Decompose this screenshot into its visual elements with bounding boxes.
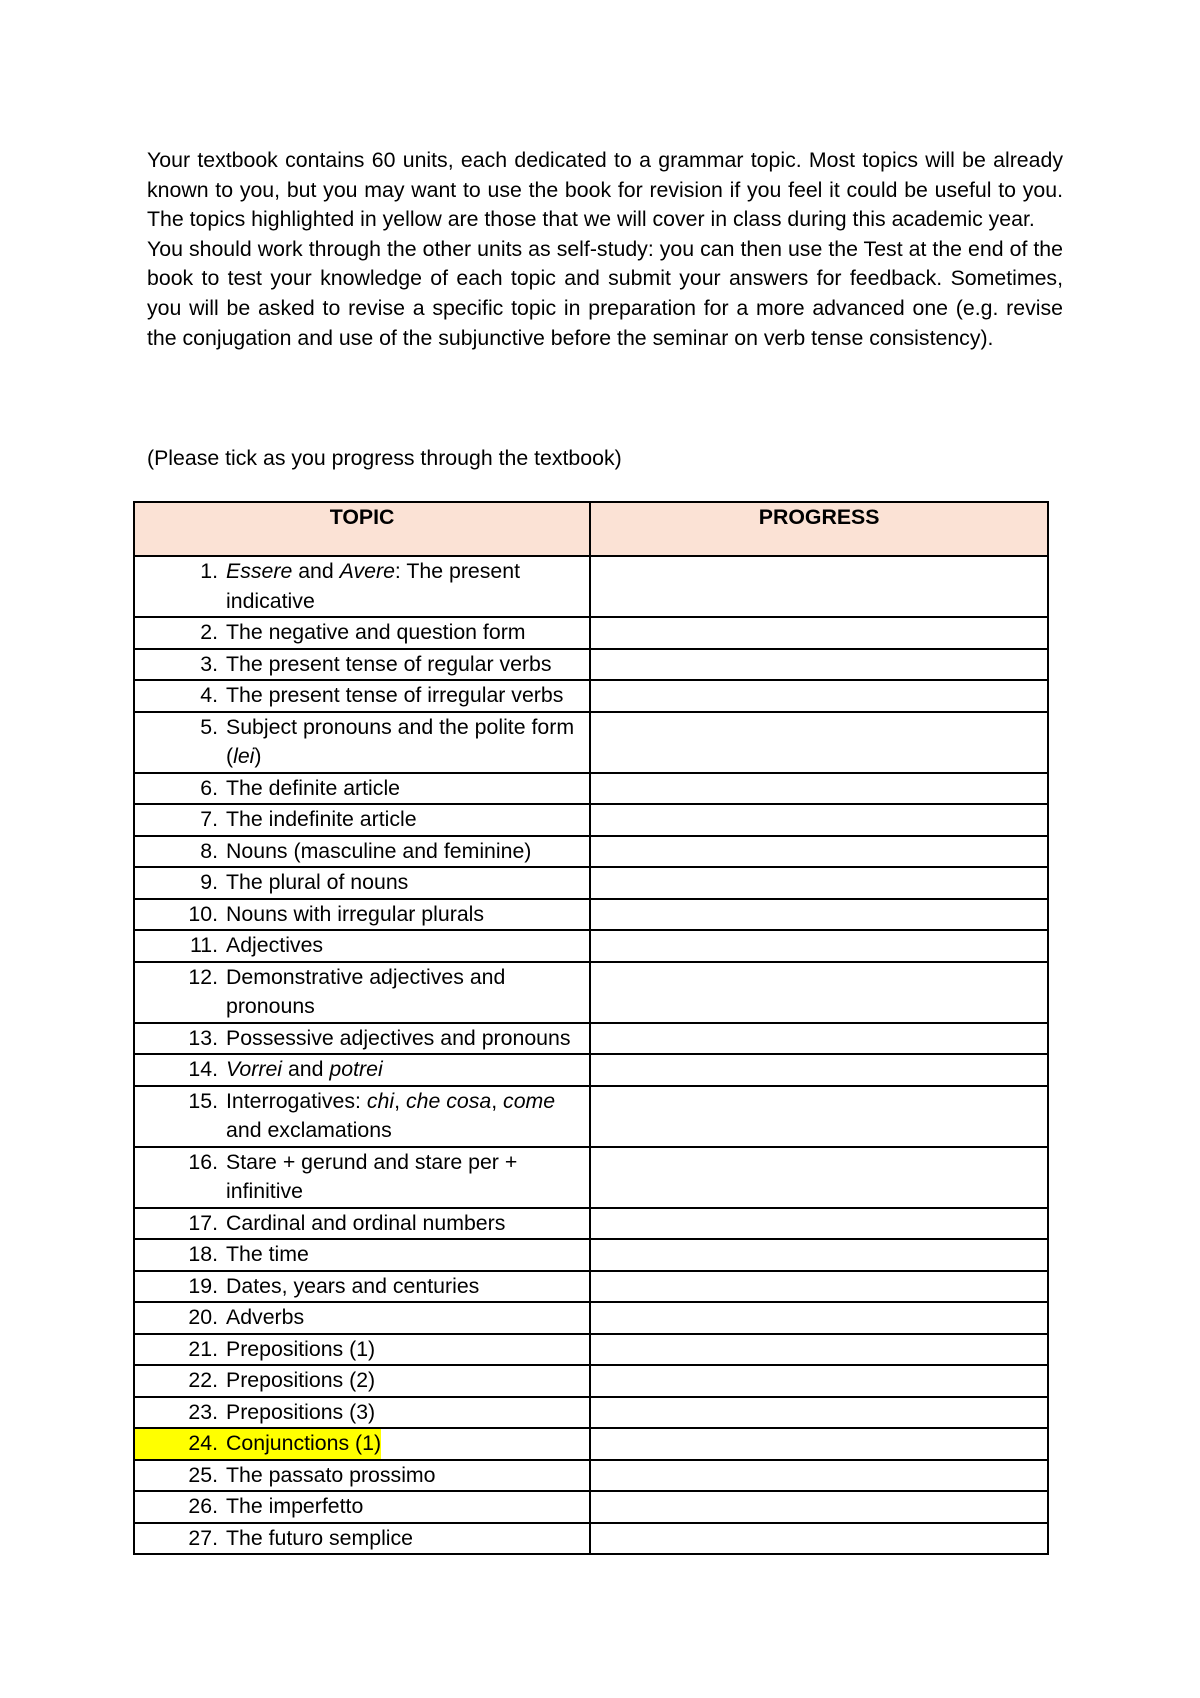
table-row xyxy=(134,649,1048,681)
progress-cell[interactable] xyxy=(590,1086,1048,1147)
topic-number: 9. xyxy=(200,870,218,894)
table-row xyxy=(134,1334,1048,1366)
topic-number: 25. xyxy=(188,1462,218,1487)
topic-number: 8. xyxy=(200,838,218,863)
topic-title: The futuro semplice xyxy=(226,1525,414,1550)
progress-cell[interactable] xyxy=(590,1460,1048,1492)
topic-cell xyxy=(134,804,590,836)
topic-title: The definite article xyxy=(226,775,401,800)
progress-cell[interactable] xyxy=(590,1491,1048,1523)
table-row xyxy=(134,1302,1048,1334)
progress-cell[interactable] xyxy=(590,649,1048,681)
progress-cell[interactable] xyxy=(590,1023,1048,1055)
topic-cell xyxy=(134,556,590,617)
topic-number: 24. xyxy=(135,1429,226,1459)
topic-title: The time xyxy=(226,1242,309,1266)
topic-title-part: , xyxy=(491,1088,504,1113)
topic-title xyxy=(226,1055,589,1085)
topic-cell xyxy=(134,1239,590,1271)
topics-table xyxy=(133,501,1049,1555)
table-row xyxy=(134,1428,1048,1460)
topic-title: Adverbs xyxy=(226,1305,305,1329)
topic-number: 22. xyxy=(188,1368,218,1392)
table-row xyxy=(134,680,1048,712)
table-row xyxy=(134,962,1048,1023)
topic-title xyxy=(226,713,589,772)
table-row xyxy=(134,712,1048,773)
header-topic: TOPIC xyxy=(134,502,590,556)
topic-number: 1. xyxy=(200,559,218,583)
topic-title: Dates, years and centuries xyxy=(226,1273,480,1298)
table-row xyxy=(134,1147,1048,1208)
topic-cell xyxy=(134,1491,590,1523)
table-row xyxy=(134,1023,1048,1055)
topic-title: The present tense of regular verbs xyxy=(226,651,552,676)
progress-cell[interactable] xyxy=(590,804,1048,836)
progress-cell[interactable] xyxy=(590,556,1048,617)
table-row xyxy=(134,617,1048,649)
topic-cell xyxy=(134,1302,590,1334)
topic-cell xyxy=(134,1428,590,1460)
topic-title xyxy=(226,557,589,616)
topic-title-part: and exclamations xyxy=(226,1118,392,1142)
table-row xyxy=(134,1239,1048,1271)
topic-number: 17. xyxy=(188,1210,218,1235)
topic-cell xyxy=(134,836,590,868)
topic-number: 6. xyxy=(200,775,218,800)
topic-cell xyxy=(134,899,590,931)
table-row xyxy=(134,1460,1048,1492)
topic-title-part: che cosa xyxy=(405,1088,492,1113)
topic-number: 23. xyxy=(188,1399,218,1424)
topic-title: Prepositions (2) xyxy=(226,1368,376,1392)
topic-number: 20. xyxy=(188,1305,218,1329)
topic-title: The imperfetto xyxy=(226,1494,364,1518)
intro-paragraph-2: You should work through the other units as self-study: you can then use the Test at the end of the book to test your knowledge of each topic and submit your answers for feedback. Sometimes, you will be asked to revise a specific topic in preparation for a more advanced one (e.g. revise the conjugation and use of the subjunctive before the seminar on verb tense consistency). xyxy=(147,236,1063,350)
topic-title-part: come xyxy=(503,1088,556,1113)
topic-number: 2. xyxy=(200,620,218,644)
topic-title: The indefinite article xyxy=(226,807,417,831)
topic-number: 12. xyxy=(188,964,218,989)
table-row xyxy=(134,804,1048,836)
topic-title-part: Essere xyxy=(226,559,293,583)
progress-cell[interactable] xyxy=(590,1147,1048,1208)
progress-cell[interactable] xyxy=(590,1523,1048,1555)
topic-number: 11. xyxy=(189,933,218,957)
progress-cell[interactable] xyxy=(590,680,1048,712)
topic-cell xyxy=(134,773,590,805)
table-row xyxy=(134,1208,1048,1240)
topic-cell xyxy=(134,1054,590,1086)
topic-number: 4. xyxy=(200,683,218,707)
topic-number: 26. xyxy=(188,1494,218,1518)
progress-cell[interactable] xyxy=(590,1302,1048,1334)
table-row xyxy=(134,867,1048,899)
topic-cell xyxy=(134,1460,590,1492)
topic-number: 18. xyxy=(188,1242,218,1266)
topic-number: 10. xyxy=(188,901,218,926)
table-row xyxy=(134,836,1048,868)
topic-number: 16. xyxy=(188,1149,218,1174)
topic-cell xyxy=(134,1208,590,1240)
progress-cell[interactable] xyxy=(590,712,1048,773)
topic-number: 27. xyxy=(188,1525,218,1550)
topic-number: 21. xyxy=(188,1336,218,1361)
topic-number: 3. xyxy=(200,651,218,676)
topic-number: 19. xyxy=(188,1273,218,1298)
topic-title-part: Subject pronouns and the polite form ( xyxy=(226,714,575,768)
topic-number: 13. xyxy=(188,1025,218,1050)
topic-cell xyxy=(134,867,590,899)
table-row xyxy=(134,1086,1048,1147)
topic-cell xyxy=(134,962,590,1023)
topic-title: Stare + gerund and stare per + infinitive xyxy=(226,1149,518,1203)
topic-number: 5. xyxy=(200,714,218,739)
topic-title: Possessive adjectives and pronouns xyxy=(226,1025,571,1050)
topic-title: Adjectives xyxy=(226,933,324,957)
tick-instruction: (Please tick as you progress through the textbook) xyxy=(147,446,622,470)
topic-cell xyxy=(134,1523,590,1555)
topic-title: Prepositions (1) xyxy=(226,1336,376,1361)
table-row xyxy=(134,1365,1048,1397)
topic-title: The negative and question form xyxy=(226,620,526,644)
topic-title: Demonstrative adjectives and pronouns xyxy=(226,964,506,1018)
topic-title-part: and xyxy=(292,559,340,583)
topic-cell xyxy=(134,1147,590,1208)
topic-cell xyxy=(134,930,590,962)
progress-cell[interactable] xyxy=(590,1271,1048,1303)
topic-cell xyxy=(134,680,590,712)
table-row xyxy=(134,1523,1048,1555)
table-row xyxy=(134,1491,1048,1523)
topic-title xyxy=(226,1087,589,1146)
topic-title: The present tense of irregular verbs xyxy=(226,683,564,707)
topic-cell xyxy=(134,1365,590,1397)
topic-title: Nouns with irregular plurals xyxy=(226,901,485,926)
topic-cell xyxy=(134,1334,590,1366)
progress-cell[interactable] xyxy=(590,836,1048,868)
topic-title-part: and xyxy=(282,1057,330,1081)
topic-cell xyxy=(134,1086,590,1147)
header-progress: PROGRESS xyxy=(590,502,1048,556)
progress-cell[interactable] xyxy=(590,1397,1048,1429)
topic-cell xyxy=(134,1271,590,1303)
progress-cell[interactable] xyxy=(590,867,1048,899)
topic-cell xyxy=(134,649,590,681)
progress-cell[interactable] xyxy=(590,1208,1048,1240)
table-row xyxy=(134,1054,1048,1086)
topic-title-part: Interrogatives: xyxy=(226,1088,367,1113)
progress-cell[interactable] xyxy=(590,1428,1048,1460)
topic-title-part: : The present indicative xyxy=(226,559,521,613)
table-row xyxy=(134,930,1048,962)
topic-title-part: , xyxy=(394,1088,406,1113)
progress-cell[interactable] xyxy=(590,1365,1048,1397)
table-row xyxy=(134,773,1048,805)
topic-title-part: potrei xyxy=(329,1057,383,1081)
table-row xyxy=(134,899,1048,931)
topic-cell xyxy=(134,712,590,773)
progress-cell[interactable] xyxy=(590,1239,1048,1271)
topic-title: Cardinal and ordinal numbers xyxy=(226,1210,506,1235)
topic-title: Nouns (masculine and feminine) xyxy=(226,838,532,863)
topic-title-part: ) xyxy=(254,744,262,768)
topic-number: 14. xyxy=(188,1057,218,1081)
table-row xyxy=(134,1397,1048,1429)
topic-cell xyxy=(134,617,590,649)
topic-title-part: lei xyxy=(233,744,255,768)
table-row xyxy=(134,556,1048,617)
topic-title: Conjunctions (1) xyxy=(226,1429,381,1459)
progress-cell[interactable] xyxy=(590,773,1048,805)
progress-cell[interactable] xyxy=(590,962,1048,1023)
topic-title: The passato prossimo xyxy=(226,1462,436,1487)
progress-cell[interactable] xyxy=(590,1054,1048,1086)
progress-cell[interactable] xyxy=(590,617,1048,649)
progress-cell[interactable] xyxy=(590,930,1048,962)
topic-title: Prepositions (3) xyxy=(226,1399,376,1424)
intro-paragraph-1: Your textbook contains 60 units, each dedicated to a grammar topic. Most topics will be already known to you, but you may want to use the book for revision if you feel it could be useful to you. The topics highlighted in yellow are those that we will cover in class during this academic year. xyxy=(147,148,1063,232)
progress-cell[interactable] xyxy=(590,1334,1048,1366)
topic-cell xyxy=(134,1397,590,1429)
topic-title-part: Avere xyxy=(339,559,395,583)
topic-number: 7. xyxy=(200,807,218,831)
topic-cell xyxy=(134,1023,590,1055)
topic-title-part: Vorrei xyxy=(226,1057,283,1081)
topic-title: The plural of nouns xyxy=(226,870,409,894)
table-row xyxy=(134,1271,1048,1303)
table-header-row xyxy=(134,502,1048,556)
topic-title-part: chi xyxy=(366,1088,395,1113)
progress-cell[interactable] xyxy=(590,899,1048,931)
topic-number: 15. xyxy=(188,1088,218,1113)
intro-text xyxy=(147,146,1063,353)
